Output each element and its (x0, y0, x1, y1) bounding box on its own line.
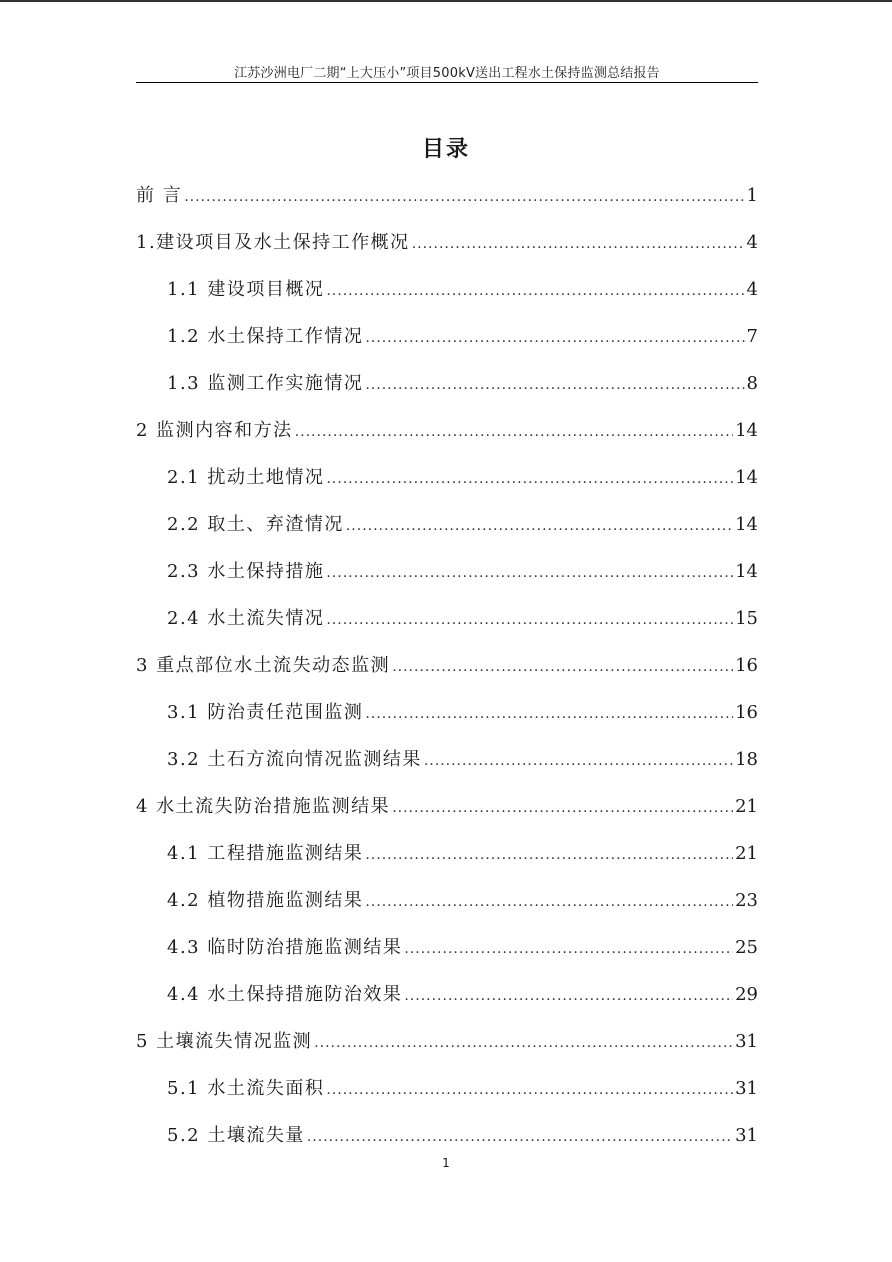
toc-leader-dots (365, 839, 733, 871)
toc-leader-dots (314, 1027, 733, 1059)
toc-entry-page: 14 (735, 420, 758, 441)
toc-entry-3-2[interactable] (136, 744, 758, 791)
toc-entry-page: 14 (735, 514, 758, 535)
toc-entry-label: 5 土壤流失情况监测 (136, 1031, 313, 1052)
toc-entry-page: 25 (735, 937, 758, 958)
toc-entry-2-3[interactable] (136, 556, 758, 603)
toc-leader-dots (365, 369, 744, 401)
toc-entry-label: 2 监测内容和方法 (136, 420, 293, 441)
toc-entry-page: 4 (746, 279, 758, 300)
toc-entry-3-1[interactable] (136, 697, 758, 744)
toc-entry-label: 前 言 (136, 185, 183, 206)
toc-entry-4-3[interactable] (136, 932, 758, 979)
toc-entry-4-2[interactable] (136, 885, 758, 932)
toc-entry-preface[interactable] (136, 180, 758, 227)
toc-leader-dots (184, 181, 744, 213)
toc-leader-dots (346, 510, 733, 542)
toc-entry-label: 3 重点部位水土流失动态监测 (136, 655, 391, 676)
toc-leader-dots (365, 698, 733, 730)
toc-entry-page: 4 (746, 232, 758, 253)
toc-leader-dots (326, 1074, 733, 1106)
toc-entry-label: 4.3 临时防治措施监测结果 (167, 937, 403, 958)
toc-entry-4-1[interactable] (136, 838, 758, 885)
toc-entry-page: 18 (735, 749, 758, 770)
toc-leader-dots (404, 980, 733, 1012)
running-header: 江苏沙洲电厂二期“上大压小”项目500kV送出工程水土保持监测总结报告 (234, 66, 660, 81)
toc-entry-1-2[interactable] (136, 321, 758, 368)
toc-entry-page: 1 (746, 185, 758, 206)
toc-entry-2[interactable] (136, 415, 758, 462)
toc-entry-label: 2.1 扰动土地情况 (167, 467, 325, 488)
toc-leader-dots (365, 886, 733, 918)
toc-entry-1-1[interactable] (136, 274, 758, 321)
toc-entry-page: 21 (735, 796, 758, 817)
toc-entry-label: 5.2 土壤流失量 (167, 1125, 305, 1146)
toc-entry-label: 2.2 取土、弃渣情况 (167, 514, 344, 535)
toc-entry-page: 23 (735, 890, 758, 911)
toc-entry-page: 14 (735, 467, 758, 488)
toc-leader-dots (392, 792, 733, 824)
toc-entry-page: 29 (735, 984, 758, 1005)
toc-entry-4-4[interactable] (136, 979, 758, 1026)
toc-entry-2-1[interactable] (136, 462, 758, 509)
toc-entry-label: 1.1 建设项目概况 (167, 279, 325, 300)
header-rule (136, 82, 758, 83)
toc-entry-1[interactable] (136, 227, 758, 274)
toc-entry-page: 16 (735, 655, 758, 676)
toc-entry-page: 31 (735, 1078, 758, 1099)
page-top-border (0, 0, 892, 2)
toc-entry-page: 7 (746, 326, 758, 347)
toc-entry-1-3[interactable] (136, 368, 758, 415)
toc-entry-page: 15 (735, 608, 758, 629)
toc-entry-label: 4.1 工程措施监测结果 (167, 843, 364, 864)
toc-entry-page: 31 (735, 1125, 758, 1146)
table-of-contents (136, 180, 758, 1167)
toc-leader-dots (412, 228, 745, 260)
toc-leader-dots (295, 416, 733, 448)
page-number: 1 (442, 1156, 450, 1170)
toc-entry-4[interactable] (136, 791, 758, 838)
toc-leader-dots (326, 275, 744, 307)
toc-entry-page: 31 (735, 1031, 758, 1052)
toc-entry-3[interactable] (136, 650, 758, 697)
toc-entry-label: 4.4 水土保持措施防治效果 (167, 984, 403, 1005)
toc-entry-page: 16 (735, 702, 758, 723)
toc-leader-dots (326, 463, 733, 495)
toc-leader-dots (307, 1121, 733, 1153)
toc-entry-page: 8 (746, 373, 758, 394)
toc-entry-label: 4 水土流失防治措施监测结果 (136, 796, 391, 817)
toc-leader-dots (365, 322, 744, 354)
toc-entry-page: 21 (735, 843, 758, 864)
toc-entry-label: 3.2 土石方流向情况监测结果 (167, 749, 422, 770)
toc-entry-5[interactable] (136, 1026, 758, 1073)
toc-entry-label: 1.建设项目及水土保持工作概况 (136, 232, 410, 253)
toc-entry-label: 4.2 植物措施监测结果 (167, 890, 364, 911)
toc-entry-5-1[interactable] (136, 1073, 758, 1120)
toc-entry-label: 2.4 水土流失情况 (167, 608, 325, 629)
toc-leader-dots (326, 604, 733, 636)
toc-leader-dots (424, 745, 733, 777)
toc-entry-2-2[interactable] (136, 509, 758, 556)
toc-entry-label: 3.1 防治责任范围监测 (167, 702, 364, 723)
toc-leader-dots (326, 557, 733, 589)
toc-entry-label: 5.1 水土流失面积 (167, 1078, 325, 1099)
toc-entry-label: 2.3 水土保持措施 (167, 561, 325, 582)
toc-title: 目录 (421, 137, 470, 162)
toc-leader-dots (404, 933, 733, 965)
toc-entry-label: 1.2 水土保持工作情况 (167, 326, 364, 347)
toc-entry-label: 1.3 监测工作实施情况 (167, 373, 364, 394)
toc-entry-2-4[interactable] (136, 603, 758, 650)
toc-leader-dots (392, 651, 733, 683)
toc-entry-page: 14 (735, 561, 758, 582)
